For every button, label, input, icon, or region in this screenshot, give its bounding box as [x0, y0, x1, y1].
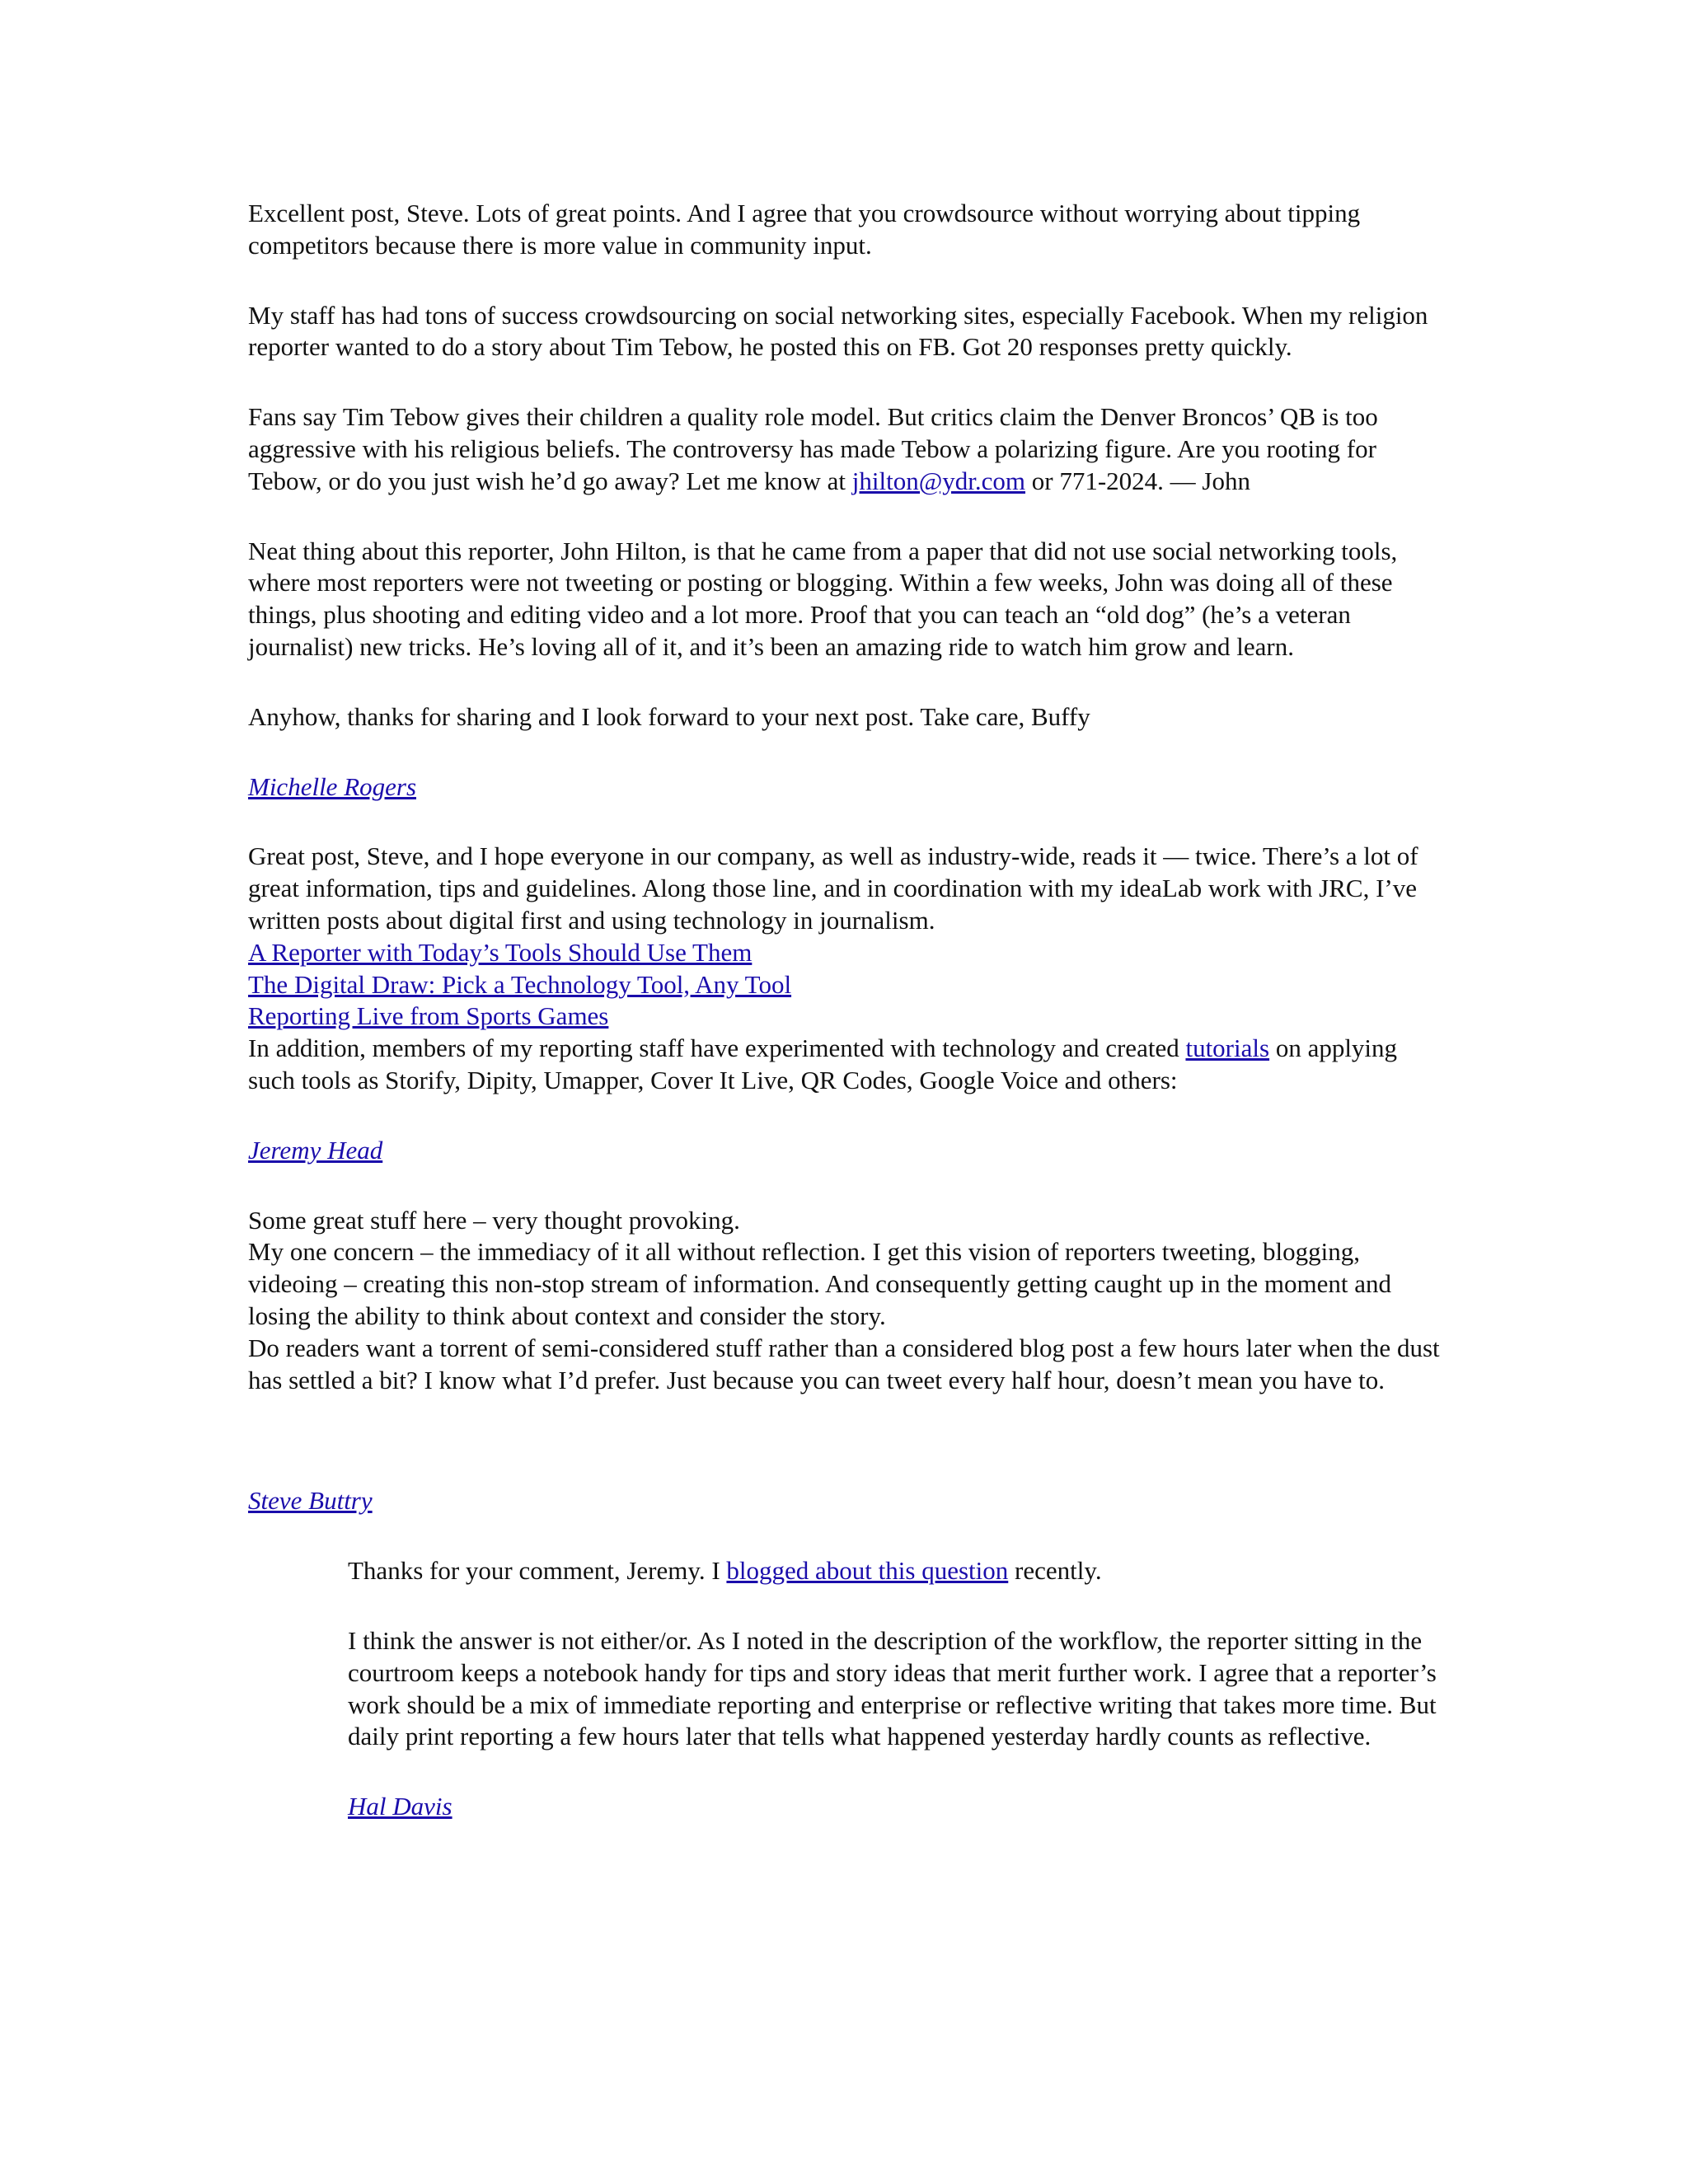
jeremy-line-1: Some great stuff here – very thought provoking.	[248, 1205, 740, 1235]
author-link-michelle-rogers[interactable]: Michelle Rogers	[248, 771, 417, 801]
michelle-text-end: on applying such tools as Storify, Dipity, Umapper, Cover It Live, QR Codes, Google Voice and others:	[248, 1033, 1398, 1094]
michelle-link-row-3	[248, 1001, 1443, 1033]
author-hal-davis	[348, 1791, 1443, 1823]
michelle-paragraph-2	[248, 1033, 1443, 1097]
author-link-steve-buttry[interactable]: Steve Buttry	[248, 1486, 373, 1516]
buffy-quote-end: or 771-2024. — John	[1025, 466, 1250, 495]
blogged-link[interactable]: blogged about this question	[726, 1556, 1009, 1586]
michelle-text-start: In addition, members of my reporting staff have experimented with technology and created	[248, 1033, 1186, 1063]
michelle-paragraph-1: Great post, Steve, and I hope everyone in our company, as well as industry-wide, reads it — twice. There’s a lot of great information, tips and guidelines. Along those line, and in coordination with my ideaLab work with JRC, I’ve written posts about digital first and using technology in journalism.	[248, 841, 1418, 935]
buffy-quote-text: Fans say Tim Tebow gives their children a quality role model. But critics claim the Denver Broncos’ QB is too aggressive with his religious beliefs. The controversy has made Tebow a polarizing figure. Are you rooting for Tebow, or do you just wish he’d go away? Let me know at	[248, 402, 1378, 495]
author-jeremy-head	[248, 1135, 1443, 1167]
buffy-paragraph-1: Excellent post, Steve. Lots of great points. And I agree that you crowdsource without worrying about tipping competitors because there is more value in community input.	[248, 199, 1361, 260]
author-link-hal-davis[interactable]: Hal Davis	[348, 1792, 452, 1821]
buffy-paragraph-5: Anyhow, thanks for sharing and I look forward to your next post. Take care, Buffy	[248, 701, 1090, 731]
buffy-paragraph-4: Neat thing about this reporter, John Hilton, is that he came from a paper that did not use social networking tools, where most reporters were not tweeting or posting or blogging. Within a few weeks, John was doing all of these things, plus shooting and editing video and a lot more. Proof that you can teach an “old dog” (he’s a veteran journalist) new tricks. He’s loving all of it, and it’s been an amazing ride to watch him grow and learn.	[248, 536, 1398, 661]
michelle-link-row-2	[248, 969, 1443, 1001]
author-link-jeremy-head[interactable]: Jeremy Head	[248, 1135, 383, 1165]
michelle-link-row-1	[248, 937, 1443, 969]
post-link-reporter-tools[interactable]: A Reporter with Today’s Tools Should Use Them	[248, 937, 753, 967]
author-steve-buttry	[248, 1485, 1443, 1517]
steve-paragraph-2: I think the answer is not either/or. As I noted in the description of the workflow, the reporter sitting in the courtroom keeps a notebook handy for tips and story ideas that merit further work. I agree that a reporter’s work should be a mix of immediate reporting and enterprise or reflective writing that takes more time. But daily print reporting a few hours later that tells what happened yesterday hardly counts as reflective.	[348, 1625, 1437, 1751]
jeremy-line-3: Do readers want a torrent of semi-considered stuff rather than a considered blog post a few hours later when the dust has settled a bit? I know what I’d prefer. Just because you can tweet every half hour, doesn’t mean you have to.	[248, 1333, 1440, 1394]
post-link-reporting-live[interactable]: Reporting Live from Sports Games	[248, 1001, 609, 1031]
steve-paragraph-1	[348, 1555, 1443, 1587]
buffy-paragraph-3	[248, 401, 1443, 497]
jeremy-line-2: My one concern – the immediacy of it all without reflection. I get this vision of reporters tweeting, blogging, videoing – creating this non-stop stream of information. And consequently getting caught up in the moment and losing the ability to think about context and consider the story.	[248, 1237, 1391, 1330]
author-michelle-rogers	[248, 771, 1443, 804]
post-link-digital-draw[interactable]: The Digital Draw: Pick a Technology Tool, Any Tool	[248, 969, 792, 999]
comments-content	[248, 198, 1443, 1823]
tutorials-link[interactable]: tutorials	[1185, 1033, 1270, 1063]
steve-text-start: Thanks for your comment, Jeremy. I	[348, 1556, 727, 1586]
reply-block	[248, 1555, 1443, 1823]
buffy-paragraph-2: My staff has had tons of success crowdsourcing on social networking sites, especially Facebook. When my religion reporter wanted to do a story about Tim Tebow, he posted this on FB. Got 20 responses pretty quickly.	[248, 300, 1428, 362]
steve-text-end: recently.	[1008, 1556, 1102, 1586]
email-link[interactable]: jhilton@ydr.com	[851, 466, 1026, 495]
